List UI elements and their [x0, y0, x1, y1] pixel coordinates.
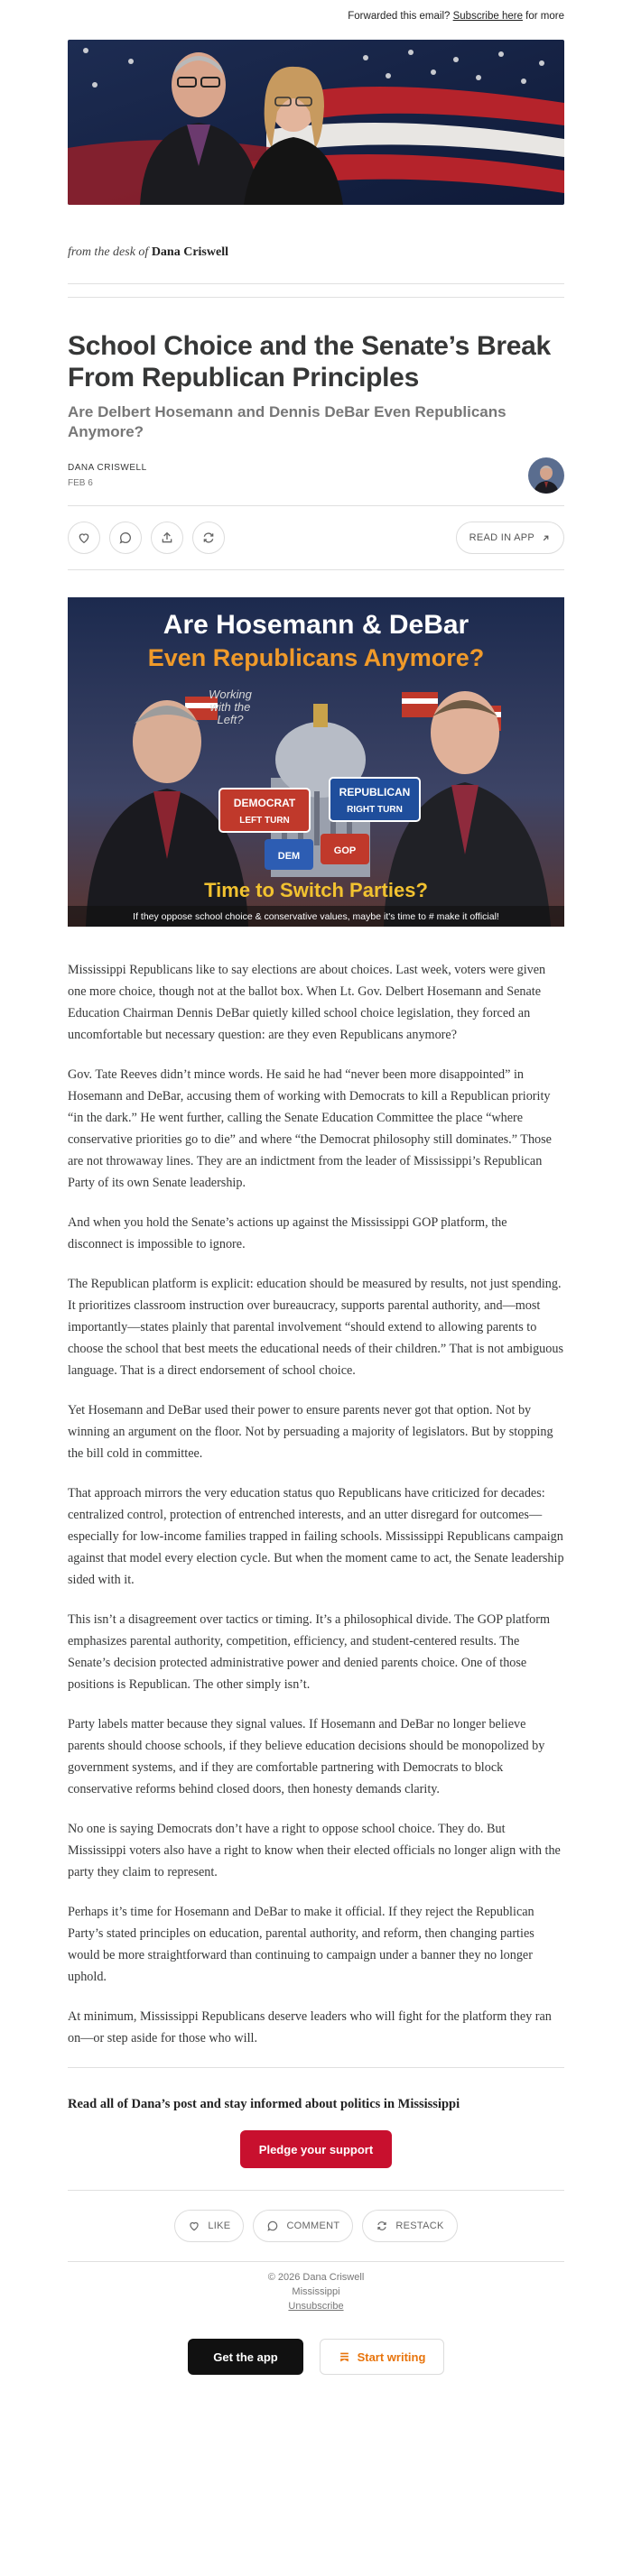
sign-republican-1: REPUBLICAN — [339, 786, 411, 799]
comment-button[interactable] — [109, 522, 142, 554]
comment-icon — [118, 531, 133, 545]
puzzle-dem-label: DEM — [277, 851, 301, 862]
read-in-app-button[interactable] — [456, 522, 564, 554]
start-writing-button[interactable] — [320, 2339, 444, 2375]
substack-logo-icon — [339, 2351, 350, 2363]
subscribe-link[interactable]: Subscribe here — [452, 11, 523, 22]
body-paragraph: Gov. Tate Reeves didn’t mince words. He said he had “never been more disappointed” in Hosemann and DeBar, accusing them of working with Democrats to kill a Republican priority “in the dark.” He went further, calling the Senate Education Committee the place “where conservative priorities go to die” and where “the Democrat philosophy still dominates.” Those are not throwaway lines. They are an indictment from the leader of Mississippi’s Republican Party of its own Senate leadership. — [68, 1067, 552, 1190]
body-paragraph: Mississippi Republicans like to say elections are about choices. Last week, voters were given one more choice, though not at the ballot box. When Lt. Gov. Delbert Hosemann and Senate Education Chairman Dennis DeBar quietly killed school choice legislation, they forced an uncomfortable but necessary question: are they even Republicans anymore? — [68, 963, 546, 1042]
body-paragraph: At minimum, Mississippi Republicans deserve leaders who will fight for the platform they ran on—or step aside for those who will. — [68, 2009, 552, 2045]
cta-text: Read all of Dana’s post and stay informed about politics in Mississippi — [68, 2097, 460, 2111]
hero-image — [68, 40, 564, 205]
heart-icon — [77, 531, 91, 545]
avatar-image — [528, 457, 564, 494]
post-body — [68, 959, 564, 2049]
footer-location: Mississippi — [292, 2286, 340, 2297]
pledge-support-button[interactable]: Pledge your support — [240, 2130, 392, 2168]
from-the-desk — [68, 245, 564, 265]
author-avatar[interactable] — [528, 457, 564, 494]
post-subtitle: Are Delbert Hosemann and Dennis DeBar Even Republicans Anymore? — [68, 403, 507, 440]
share-icon — [160, 531, 174, 545]
restack-button[interactable] — [192, 522, 225, 554]
share-button[interactable] — [151, 522, 183, 554]
body-paragraph: And when you hold the Senate’s actions up against the Mississippi GOP platform, the disconnect is impossible to ignore. — [68, 1215, 507, 1251]
sign-republican-2: RIGHT TURN — [347, 805, 403, 815]
divider — [68, 297, 564, 298]
copyright: © 2026 Dana Criswell — [267, 2272, 365, 2283]
hero-photo-illustration — [68, 40, 564, 205]
author-name[interactable]: DANA CRISWELL — [68, 463, 147, 473]
forward-text: Forwarded this email? — [348, 11, 451, 22]
puzzle-gop-label: GOP — [333, 845, 357, 856]
footer-restack-button[interactable] — [362, 2210, 457, 2242]
divider — [68, 569, 564, 570]
restack-icon — [376, 2220, 388, 2232]
body-paragraph: Perhaps it’s time for Hosemann and DeBar to make it official. If they reject the Republican Party’s stated principles on education, parental authority, and reform, then changing parties would be more straightforward than continuing to campaign under a banner they no longer uphold. — [68, 1905, 534, 1984]
body-paragraph: That approach mirrors the very education status quo Republicans have criticized for decades: centralized control, protection of entrenched interests, and an utter disregard for outcomes—especially for low-income families trapped in failing schools. Mississippi Republicans campaign against that model every election cycle. But when the moment came to act, the Senate leadership sided with it. — [68, 1486, 564, 1587]
body-paragraph: The Republican platform is explicit: education should be measured by results, not just spending. It prioritizes classroom instruction over bureaucracy, supports parental authority, and—most importantly—states plainly that parental involvement “should extend to allowing parents to choose the school that best meets the educational needs of their children.” That is not ambiguous language. That is a direct endorsement of school choice. — [68, 1277, 563, 1378]
feature-illustration — [68, 597, 564, 927]
restack-label: RESTACK — [395, 2221, 444, 2231]
start-writing-label: Start writing — [357, 2350, 426, 2364]
app-buttons — [68, 2339, 564, 2375]
post-date: FEB 6 — [68, 478, 93, 488]
body-paragraph: No one is saying Democrats don’t have a right to oppose school choice. They do. But Mississippi voters also have a right to know when their elected officials no longer align with the party they claim to represent. — [68, 1822, 561, 1879]
body-paragraph: Party labels matter because they signal values. If Hosemann and DeBar no longer believe parents should choose schools, if they believe education decisions should be monopolized by government systems, and if they are comfortable partnering with Democrats to block conservative reforms behind closed doors, then honesty demands clarity. — [68, 1717, 545, 1796]
body-paragraph: Yet Hosemann and DeBar used their power to ensure parents never got that option. Not by winning an argument on the floor. Not by persuading a majority of legislators. But by stopping the bill cold in committee. — [68, 1403, 553, 1461]
forward-suffix: for more — [525, 11, 564, 22]
heart-icon — [188, 2220, 200, 2232]
feature-side-text-1: Working — [209, 688, 252, 701]
divider — [68, 2261, 564, 2262]
post-actions-bar — [68, 506, 564, 569]
feature-image[interactable] — [68, 597, 564, 927]
feature-headline-2: Even Republicans Anymore? — [147, 644, 485, 671]
footer-comment-button[interactable] — [253, 2210, 353, 2242]
feature-caption: If they oppose school choice & conservative values, maybe it's time to # make it official! — [133, 911, 499, 922]
footer-like-button[interactable] — [174, 2210, 244, 2242]
get-app-button[interactable]: Get the app — [188, 2339, 303, 2375]
engagement-bar — [68, 2191, 564, 2261]
divider — [68, 283, 564, 284]
feature-headline-1: Are Hosemann & DeBar — [163, 610, 469, 640]
restack-icon — [201, 531, 216, 545]
like-label: LIKE — [208, 2221, 231, 2231]
divider — [68, 2067, 564, 2068]
unsubscribe-link[interactable]: Unsubscribe — [288, 2301, 344, 2312]
footer — [68, 2270, 564, 2313]
feature-banner: Time to Switch Parties? — [204, 879, 428, 901]
comment-icon — [266, 2220, 279, 2232]
feature-side-text-3: Left? — [217, 713, 244, 726]
external-arrow-icon — [541, 533, 551, 543]
like-button[interactable] — [68, 522, 100, 554]
sign-democrat-1: DEMOCRAT — [233, 797, 296, 809]
body-paragraph: This isn’t a disagreement over tactics or timing. It’s a philosophical divide. The GOP platform emphasizes parental authority, competition, efficiency, and student-centered results. The Senate’s decision protected administrative power and denied parents choice. One of those positions is Republican. The other simply isn’t. — [68, 1612, 551, 1692]
feature-side-text-2: with the — [209, 700, 251, 714]
sign-democrat-2: LEFT TURN — [239, 816, 290, 826]
desk-name: Dana Criswell — [151, 245, 228, 259]
forwarded-banner — [68, 0, 564, 40]
post-title[interactable]: School Choice and the Senate’s Break From Republican Principles — [68, 331, 551, 392]
byline — [68, 457, 564, 494]
comment-label: COMMENT — [286, 2221, 340, 2231]
desk-prefix: from the desk of — [68, 245, 149, 259]
read-in-app-label: READ IN APP — [469, 532, 534, 543]
